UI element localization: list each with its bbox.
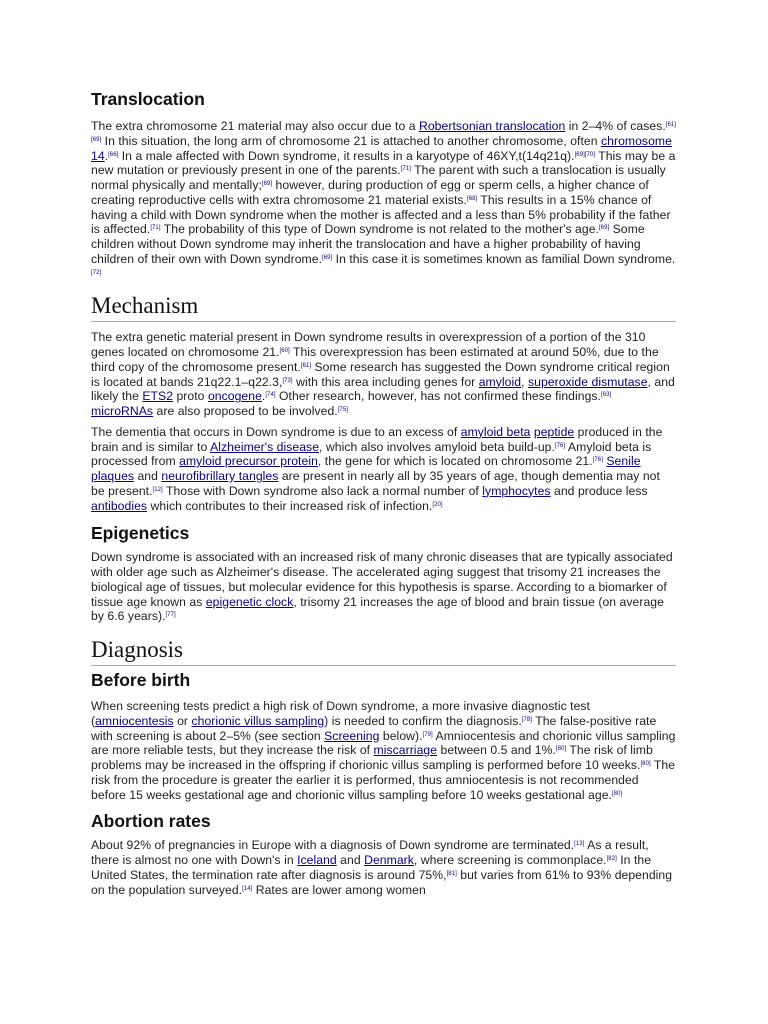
citation-link[interactable]: [68] — [467, 195, 478, 202]
text-run: and — [336, 853, 365, 867]
paragraph — [91, 550, 676, 624]
citation-link[interactable]: [72] — [91, 269, 102, 276]
text-run: The extra chromosome 21 material may also occur due to a — [91, 119, 419, 133]
citation-link[interactable]: [80] — [640, 761, 651, 767]
text-run: ) is needed to confirm the diagnosis. — [324, 713, 522, 728]
wiki-link[interactable]: Iceland — [297, 853, 337, 867]
citation-link[interactable]: [71] — [400, 166, 411, 173]
citation-link[interactable]: [75] — [337, 407, 348, 413]
citation-link[interactable]: [73] — [282, 377, 293, 384]
citation-link[interactable]: [61] — [300, 362, 312, 369]
citation-link[interactable]: [76] — [592, 457, 603, 464]
wiki-link[interactable]: amyloid — [478, 374, 522, 389]
text-run: proto — [173, 389, 208, 404]
text-run: and produce less — [550, 483, 648, 498]
citation-link[interactable]: [69][70] — [574, 151, 596, 158]
wiki-link[interactable]: lymphocytes — [482, 483, 551, 498]
citation-link[interactable]: [14] — [242, 885, 253, 892]
paragraph — [91, 699, 676, 802]
text-run: , where screening is commonplace. — [413, 853, 607, 867]
text-run: The extra genetic material present in Down syndrome results in overexpression of a portion of the 310 genes located on chromosome 21. — [91, 330, 646, 359]
text-run: but varies from 61% to 93% depending on the population surveyed. — [91, 867, 673, 897]
wiki-link[interactable]: Alzheimer's disease — [210, 439, 320, 454]
text-run: Other research, however, has not confirmed these findings. — [275, 389, 601, 404]
article-content — [91, 88, 676, 897]
text-run: In a male affected with Down syndrome, it results in a karyotype of 46XY,t(14q21q). — [118, 148, 575, 163]
text-run: or — [173, 713, 192, 728]
wiki-link[interactable]: amyloid precursor protein — [179, 454, 318, 469]
text-run: In this case it is sometimes known as familial Down syndrome. — [332, 251, 676, 266]
text-run: , which also involves amyloid beta build-up. — [319, 439, 555, 454]
text-run: The parent with such a translocation is usually normal physically and mentally; — [91, 163, 666, 192]
citation-link[interactable]: [74] — [265, 392, 276, 399]
text-run: are also proposed to be involved. — [153, 404, 338, 418]
citation-link[interactable]: [79] — [422, 731, 433, 738]
paragraph — [91, 330, 676, 419]
text-run: This may be a new mutation or previously present in one of the parents. — [91, 148, 676, 178]
text-run: The probability of this type of Down syndrome is not related to the mother's age. — [160, 222, 599, 237]
text-run: Rates are lower among women — [252, 882, 426, 897]
citation-link[interactable]: [82] — [606, 856, 617, 862]
text-run: , — [521, 374, 528, 389]
section-heading-abortion-rates: Abortion rates — [91, 811, 211, 832]
text-run: The risk from the procedure is greater the earlier it is performed, thus amniocentesis is not recommended before 15 weeks gestational age and chorionic villus sampling before 10 weeks gestational age. — [91, 758, 676, 802]
citation-link[interactable]: [61][69] — [91, 122, 677, 143]
text-run: in 2–4% of cases. — [565, 119, 666, 133]
text-run: , and likely the — [91, 374, 675, 404]
text-run: This results in a 15% chance of having a child with Down syndrome when the mother is affected and a less than 5% probability if the father is affected. — [91, 192, 671, 237]
wiki-link[interactable]: Senile plaques — [91, 454, 641, 483]
citation-link[interactable]: [81] — [446, 870, 457, 877]
citation-link[interactable]: [80] — [555, 746, 567, 753]
wiki-link[interactable]: amyloid beta — [460, 424, 531, 439]
section-heading-before-birth: Before birth — [91, 670, 191, 690]
text-run: . — [261, 389, 266, 404]
citation-link[interactable]: [69] — [598, 225, 610, 232]
wiki-link[interactable]: superoxide dismutase — [527, 374, 648, 389]
text-run: The risk of limb problems may be increased in the offspring if chorionic villus sampling is performed before 10 weeks. — [91, 743, 653, 772]
citation-link[interactable]: [76] — [554, 442, 566, 449]
wiki-link[interactable]: oncogene — [207, 389, 262, 404]
section-heading-mechanism: Mechanism — [91, 292, 676, 322]
citation-link[interactable]: [80] — [611, 790, 623, 797]
text-run: produced in the brain and is similar to — [91, 424, 663, 454]
wiki-link[interactable]: neurofibrillary tangles — [161, 469, 279, 483]
wiki-link[interactable]: microRNAs — [91, 404, 154, 418]
text-run: below). — [379, 728, 423, 743]
citation-link[interactable]: [60] — [279, 348, 290, 354]
citation-link[interactable]: [20] — [432, 501, 443, 508]
wiki-link[interactable]: Screening — [324, 728, 380, 743]
text-run: Those with Down syndrome also lack a normal number of — [162, 483, 483, 498]
text-run: however, during production of egg or sperm cells, a higher chance of creating reproductive cells with extra chromosome 21 material exists. — [91, 178, 649, 207]
text-run: with this area including genes for — [292, 374, 479, 389]
text-run: This overexpression has been estimated at around 50%, due to the third copy of the chromosome present. — [91, 345, 659, 374]
citation-link[interactable]: [77] — [165, 612, 176, 619]
citation-link[interactable]: [69] — [322, 254, 333, 261]
wiki-link[interactable]: Robertsonian translocation — [419, 119, 566, 133]
text-run: The false-positive rate with screening is about 2–5% (see section — [91, 713, 657, 743]
text-run: When screening tests predict a high risk of Down syndrome, a more invasive diagnostic test ( — [91, 699, 590, 728]
wiki-link[interactable]: ETS2 — [142, 389, 174, 404]
citation-link[interactable]: [13] — [574, 841, 585, 848]
wiki-link[interactable]: amniocentesis — [95, 713, 174, 728]
text-run: , trisomy 21 increases the age of blood and brain tissue (on average by 6.6 years). — [91, 594, 664, 624]
text-run: and — [134, 469, 162, 483]
text-run: . — [104, 148, 109, 163]
text-run: Some children without Down syndrome may inherit the translocation and have a higher probability of having children of their own with Down syndrome. — [91, 222, 645, 266]
wiki-link[interactable]: chorionic villus sampling — [191, 713, 325, 728]
wiki-link[interactable]: peptide — [533, 424, 575, 439]
citation-link[interactable]: [69] — [261, 181, 273, 187]
citation-link[interactable]: [12] — [152, 486, 163, 493]
text-run: As a result, there is almost no one with Down's in — [91, 838, 649, 867]
text-run: In the United States, the termination rate after diagnosis is around 75%, — [91, 853, 652, 882]
text-run: Down syndrome is associated with an increased risk of many chronic diseases that are typically associated with older age such as Alzheimer's disease. The accelerated aging suggest that trisomy 21 increases the biological age of tissues, but molecular evidence for this hypothesis is sparse. According to a biomarker of tissue age known as — [91, 550, 673, 609]
wiki-link[interactable]: chromosome 14 — [91, 133, 672, 163]
text-run: , the gene for which is located on chromosome 21. — [317, 454, 593, 469]
wiki-link[interactable]: epigenetic clock — [205, 594, 294, 609]
citation-link[interactable]: [71] — [150, 225, 161, 232]
paragraph — [91, 838, 676, 897]
section-heading-translocation: Translocation — [91, 89, 205, 109]
citation-link[interactable]: [63] — [600, 392, 612, 399]
citation-link[interactable]: [66] — [108, 151, 119, 158]
text-run: are present in nearly all by 35 years of age, though dementia may not be present. — [91, 469, 660, 498]
text-run: In this situation, the long arm of chromosome 21 is attached to another chromosome, often — [101, 133, 601, 148]
text-run: The dementia that occurs in Down syndrome is due to an excess of — [91, 424, 461, 439]
citation-link[interactable]: [78] — [521, 716, 533, 723]
wiki-link[interactable]: miscarriage — [373, 743, 438, 758]
wiki-link[interactable]: Denmark — [364, 853, 414, 867]
text-run: Some research has suggested the Down syndrome critical region is located at bands 21q22.1–q22.3, — [91, 359, 670, 389]
paragraph — [91, 119, 676, 281]
paragraph — [91, 425, 676, 514]
text-run: About 92% of pregnancies in Europe with a diagnosis of Down syndrome are terminated. — [91, 838, 575, 853]
text-run: which contributes to their increased risk of infection. — [147, 498, 433, 513]
text-run: between 0.5 and 1%. — [437, 743, 556, 758]
text-run: Amniocentesis and chorionic villus sampling are more reliable tests, but they increase the risk of — [91, 728, 676, 758]
section-heading-diagnosis: Diagnosis — [91, 636, 676, 666]
text-run: Amyloid beta is processed from — [91, 439, 652, 469]
section-heading-epigenetics: Epigenetics — [91, 523, 190, 544]
wiki-link[interactable]: antibodies — [91, 498, 148, 513]
